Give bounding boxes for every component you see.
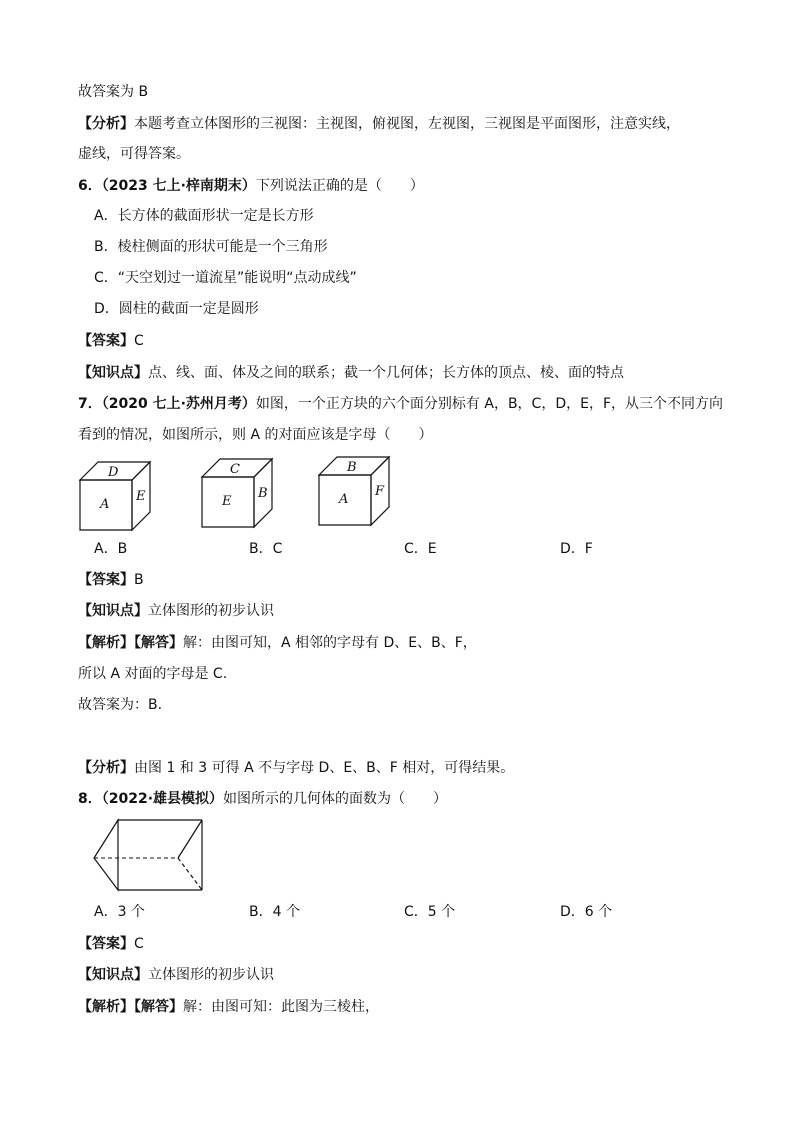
q7-option-c: C．E (404, 541, 437, 557)
q6-option-c: C．“天空划过一道流星”能说明“点动成线” (94, 270, 357, 286)
cube-3-side-label: F (375, 484, 385, 499)
q7-answer (78, 570, 144, 590)
answer-tag: 【答案】 (78, 572, 134, 588)
cube-2-top-label: C (230, 462, 240, 477)
cube-1-side-label: E (136, 489, 146, 504)
q6-option-d: D．圆柱的截面一定是圆形 (94, 301, 259, 317)
q8-solution (78, 997, 379, 1017)
question-text: 如图，一个正方块的六个面分别标有 A，B，C，D，E，F，从三个不同方向 (255, 396, 724, 412)
cube-2-side-label: B (258, 486, 268, 501)
solution-tag: 【解析】【解答】 (78, 999, 183, 1015)
knowledge-tag: 【知识点】 (78, 365, 148, 381)
q8-option-d: D．6 个 (560, 904, 613, 920)
q7-solution (78, 633, 477, 653)
knowledge-text: 点、线、面、体及之间的联系；截一个几何体；长方体的顶点、棱、面的特点 (148, 365, 624, 381)
prev-analysis (78, 114, 680, 134)
question-number: 6． (78, 178, 102, 194)
q6-answer (78, 331, 144, 351)
q8-knowledge (78, 965, 274, 985)
answer-value: B (134, 572, 144, 588)
q7-option-d: D．F (560, 541, 593, 557)
q8-option-a: A．3 个 (94, 904, 145, 920)
q6-knowledge (78, 363, 624, 383)
knowledge-text: 立体图形的初步认识 (148, 603, 274, 619)
cube-1-top-label: D (108, 465, 119, 480)
cube-1-front-label: A (100, 497, 110, 512)
question-source: （2022·雄县模拟） (101, 791, 224, 807)
solution-text: 解：由图可知，A 相邻的字母有 D、E、B、F， (183, 635, 477, 651)
question-source: （2020 七上·苏州月考） (101, 396, 256, 412)
question-number: 8． (78, 791, 102, 807)
solution-tag: 【解析】【解答】 (78, 635, 183, 651)
q8-answer (78, 934, 144, 954)
cube-figure-3 (317, 455, 393, 531)
question-text: 下列说法正确的是（ ） (255, 178, 424, 194)
answer-tag: 【答案】 (78, 333, 134, 349)
knowledge-tag: 【知识点】 (78, 603, 148, 619)
q7-knowledge (78, 601, 274, 621)
question-7-stem-cont: 看到的情况，如图所示，则 A 的对面应该是字母（ ） (78, 427, 433, 443)
question-6-stem (78, 176, 424, 196)
cube-3-top-label: B (347, 460, 357, 475)
prev-answer-line: 故答案为 B (78, 84, 149, 100)
q7-option-a: A．B (94, 541, 128, 557)
question-source: （2023 七上·梓南期末） (101, 178, 256, 194)
answer-value: C (134, 936, 144, 952)
question-text: 如图所示的几何体的面数为（ ） (223, 791, 448, 807)
answer-tag: 【答案】 (78, 936, 134, 952)
q8-option-c: C．5 个 (404, 904, 456, 920)
q6-option-a: A．长方体的截面形状一定是长方形 (94, 208, 314, 224)
triangular-prism-figure (90, 818, 220, 898)
question-8-stem (78, 789, 447, 809)
q7-analysis (78, 758, 514, 778)
knowledge-text: 立体图形的初步认识 (148, 967, 274, 983)
analysis-tag: 【分析】 (78, 116, 134, 132)
solution-text: 解：由图可知：此图为三棱柱， (183, 999, 379, 1015)
cube-figure-2 (200, 457, 276, 533)
q7-option-b: B．C (249, 541, 283, 557)
question-7-stem (78, 394, 723, 414)
q7-solution-line3: 故答案为：B. (78, 697, 163, 713)
answer-value: C (134, 333, 144, 349)
q8-option-b: B．4 个 (249, 904, 300, 920)
analysis-text: 本题考查立体图形的三视图：主视图，俯视图，左视图，三视图是平面图形，注意实线， (134, 116, 680, 132)
cube-2-front-label: E (222, 494, 232, 509)
analysis-tag: 【分析】 (78, 760, 134, 776)
q6-option-b: B．棱柱侧面的形状可能是一个三角形 (94, 239, 328, 255)
question-number: 7． (78, 396, 102, 412)
cube-3-front-label: A (339, 492, 349, 507)
q7-solution-line2: 所以 A 对面的字母是 C. (78, 666, 228, 682)
analysis-text: 由图 1 和 3 可得 A 不与字母 D、E、B、F 相对，可得结果。 (134, 760, 515, 776)
cube-figure-1 (78, 460, 154, 536)
prev-analysis-cont: 虚线，可得答案。 (78, 146, 190, 162)
knowledge-tag: 【知识点】 (78, 967, 148, 983)
